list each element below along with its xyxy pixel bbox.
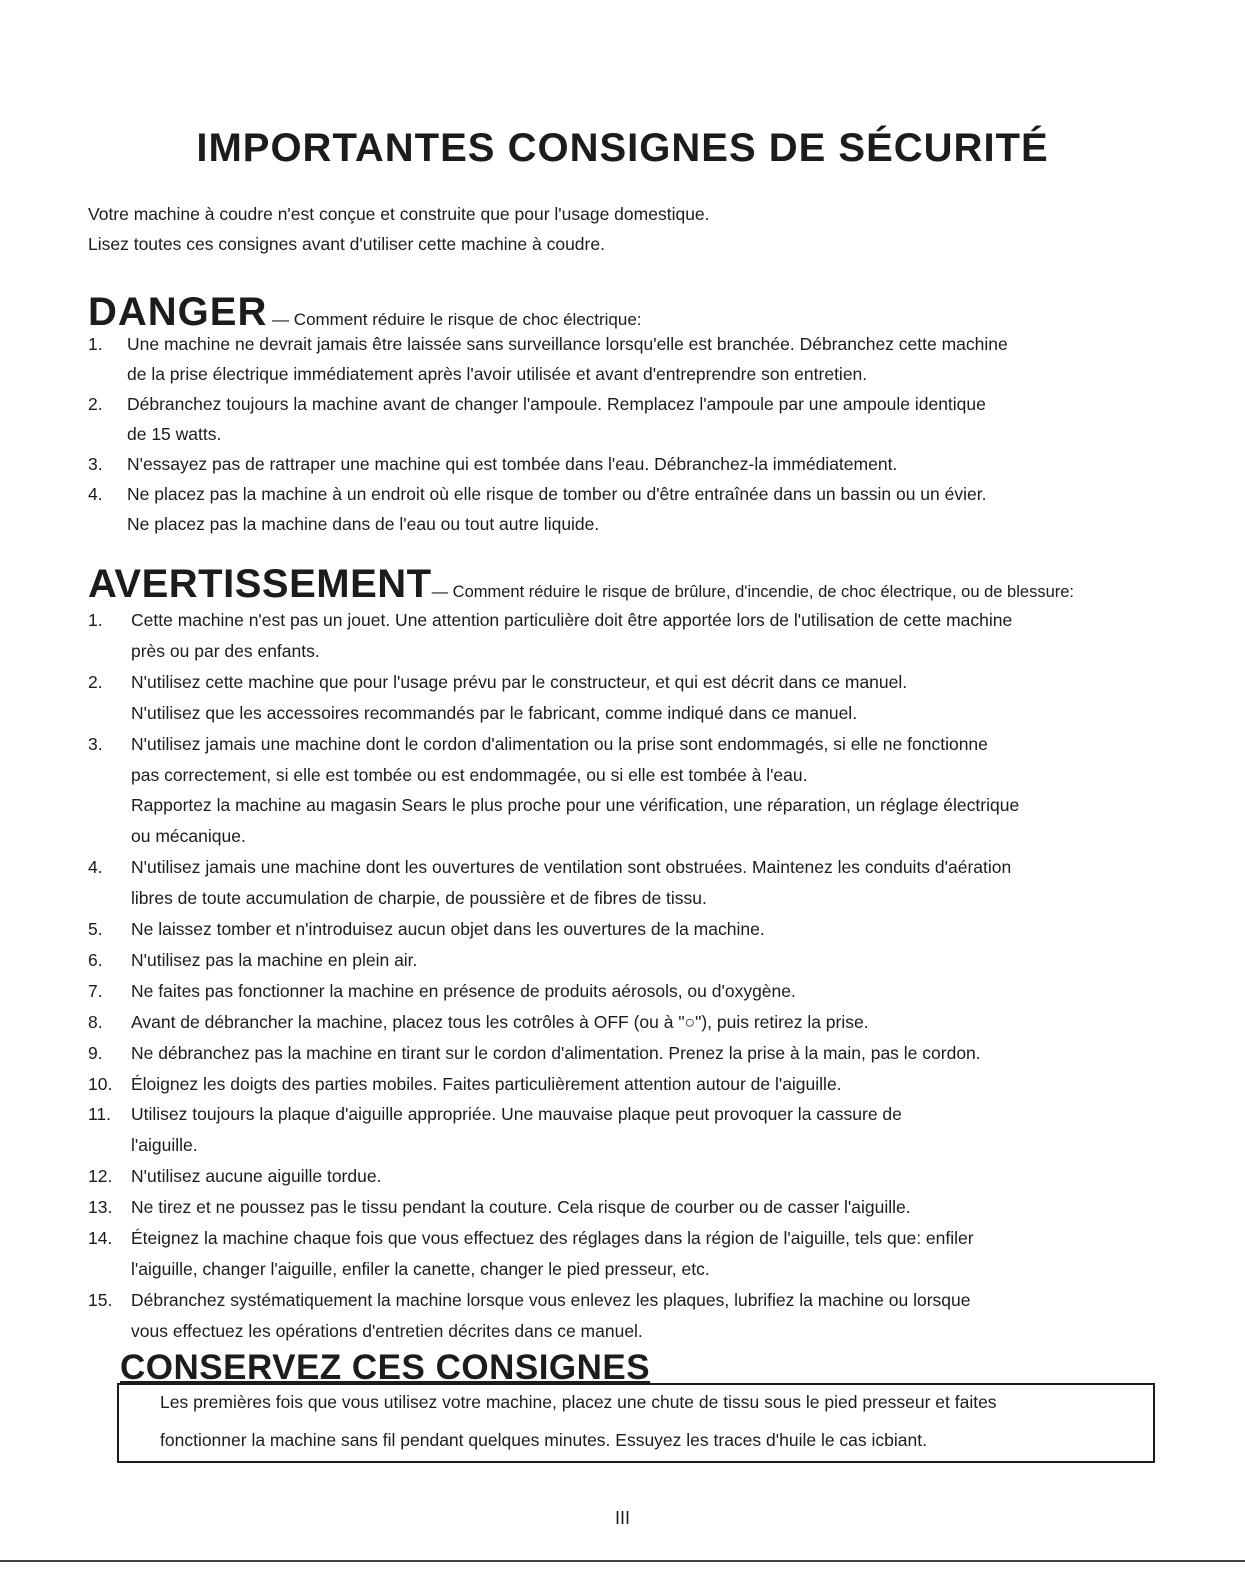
list-item-text: de 15 watts. bbox=[127, 424, 222, 444]
list-item-text: Ne laissez tomber et n'introduisez aucun objet dans les ouvertures de la machine. bbox=[131, 919, 765, 939]
list-item-text: Ne débranchez pas la machine en tirant sur le cordon d'alimentation. Prenez la prise à la main, pas le cordon. bbox=[131, 1042, 981, 1063]
list-item-text: Cette machine n'est pas un jouet. Une attention particulière doit être apportée lors de l'utilisation de cette machine bbox=[131, 610, 1013, 630]
list-item-text: Ne placez pas la machine à un endroit où elle risque de tomber ou d'être entraînée dans un bassin ou un évier. bbox=[127, 484, 987, 504]
list-item-text: N'essayez pas de rattraper une machine qui est tombée dans l'eau. Débranchez-la immédiatement. bbox=[127, 454, 898, 474]
scan-edge-line bbox=[0, 1560, 1245, 1562]
list-item-text: Rapportez la machine au magasin Sears le plus proche pour une vérification, une réparation, un réglage électrique bbox=[131, 795, 1020, 816]
list-item-text: Débranchez systématiquement la machine lorsque vous enlevez les plaques, lubrifiez la machine ou lorsque bbox=[131, 1289, 971, 1310]
danger-heading bbox=[88, 290, 642, 335]
list-item-text: Débranchez toujours la machine avant de changer l'ampoule. Remplacez l'ampoule par une ampoule identique bbox=[127, 394, 986, 414]
list-item-text: Ne tirez et ne poussez pas le tissu pendant la couture. Cela risque de courber ou de casser l'aiguille. bbox=[131, 1197, 911, 1218]
avertissement-subheading: — Comment réduire le risque de brûlure, d'incendie, de choc électrique, ou de blessure: bbox=[431, 583, 1074, 601]
list-item-number: 4. bbox=[88, 857, 103, 878]
list-item-text: pas correctement, si elle est tombée ou est endommagée, ou si elle est tombée à l'eau. bbox=[131, 764, 808, 785]
danger-subheading: — Comment réduire le risque de choc électrique: bbox=[267, 310, 642, 329]
list-item-number: 2. bbox=[88, 671, 103, 692]
list-item-text: N'utilisez aucune aiguille tordue. bbox=[131, 1166, 382, 1187]
list-item-number: 6. bbox=[88, 949, 103, 970]
list-item-text: N'utilisez cette machine que pour l'usage prévu par le constructeur, et qui est décrit dans ce manuel. bbox=[131, 671, 908, 692]
intro-line: Votre machine à coudre n'est conçue et construite que pour l'usage domestique. bbox=[88, 204, 710, 224]
conserve-box-line: Les premières fois que vous utilisez votre machine, placez une chute de tissu sous le pied presseur et faites bbox=[160, 1392, 997, 1412]
list-item-text: Avant de débrancher la machine, placez tous les cotrôles à OFF (ou à "○"), puis retirez la prise. bbox=[131, 1011, 869, 1032]
list-item-text: Ne faites pas fonctionner la machine en présence de produits aérosols, ou d'oxygène. bbox=[131, 980, 796, 1001]
list-item-text: de la prise électrique immédiatement après l'avoir utilisée et avant d'entreprendre son entretien. bbox=[127, 364, 868, 384]
list-item-number: 4. bbox=[88, 484, 103, 504]
list-item-text: ou mécanique. bbox=[131, 826, 246, 847]
list-item-number: 14. bbox=[88, 1228, 113, 1248]
list-item-text: N'utilisez pas la machine en plein air. bbox=[131, 949, 418, 970]
list-item-number: 1. bbox=[88, 610, 103, 630]
list-item-text: libres de toute accumulation de charpie, de poussière et de fibres de tissu. bbox=[131, 888, 707, 909]
list-item-text: l'aiguille. bbox=[131, 1135, 198, 1156]
list-item-number: 3. bbox=[88, 733, 103, 754]
list-item-number: 10. bbox=[88, 1073, 113, 1094]
conserve-title: CONSERVEZ CES CONSIGNES bbox=[120, 1348, 651, 1387]
list-item-text: N'utilisez jamais une machine dont les ouvertures de ventilation sont obstruées. Maintenez les conduits d'aération bbox=[131, 857, 1012, 878]
list-item-number: 5. bbox=[88, 919, 103, 939]
list-item-number: 3. bbox=[88, 454, 103, 474]
page-title: IMPORTANTES CONSIGNES DE SÉCURITÉ bbox=[196, 126, 1049, 170]
list-item-text: N'utilisez jamais une machine dont le cordon d'alimentation ou la prise sont endommagés, si elle ne fonctionne bbox=[131, 733, 988, 754]
avertissement-heading bbox=[88, 562, 1074, 607]
list-item-number: 9. bbox=[88, 1042, 103, 1063]
page-number: III bbox=[614, 1508, 630, 1528]
list-item-text: N'utilisez que les accessoires recommandés par le fabricant, comme indiqué dans ce manuel. bbox=[131, 702, 858, 723]
list-item-text: Une machine ne devrait jamais être laissée sans surveillance lorsqu'elle est branchée. Débranchez cette machine bbox=[127, 334, 1008, 354]
list-item-text: l'aiguille, changer l'aiguille, enfiler la canette, changer le pied presseur, etc. bbox=[131, 1258, 710, 1279]
list-item-number: 7. bbox=[88, 980, 103, 1001]
list-item-text: Éteignez la machine chaque fois que vous effectuez des réglages dans la région de l'aiguille, tels que: enfiler bbox=[131, 1228, 974, 1248]
list-item-text: Ne placez pas la machine dans de l'eau ou tout autre liquide. bbox=[127, 514, 600, 534]
list-item-number: 1. bbox=[88, 334, 103, 354]
list-item-number: 15. bbox=[88, 1289, 113, 1310]
intro-line: Lisez toutes ces consignes avant d'utiliser cette machine à coudre. bbox=[88, 234, 605, 254]
list-item-number: 11. bbox=[88, 1104, 112, 1125]
list-item-text: vous effectuez les opérations d'entretien décrites dans ce manuel. bbox=[131, 1320, 643, 1341]
list-item-text: Éloignez les doigts des parties mobiles. Faites particulièrement attention autour de l'aiguille. bbox=[131, 1073, 842, 1094]
list-item-number: 12. bbox=[88, 1166, 113, 1187]
conserve-box-line: fonctionner la machine sans fil pendant quelques minutes. Essuyez les traces d'huile le cas icbiant. bbox=[160, 1430, 927, 1450]
danger-label: DANGER bbox=[88, 290, 268, 334]
list-item-number: 13. bbox=[88, 1197, 113, 1218]
list-item-text: Utilisez toujours la plaque d'aiguille appropriée. Une mauvaise plaque peut provoquer la cassure de bbox=[131, 1104, 902, 1125]
avertissement-label: AVERTISSEMENT bbox=[88, 562, 432, 606]
list-item-number: 2. bbox=[88, 394, 103, 414]
list-item-text: près ou par des enfants. bbox=[131, 640, 320, 661]
list-item-number: 8. bbox=[88, 1011, 103, 1032]
